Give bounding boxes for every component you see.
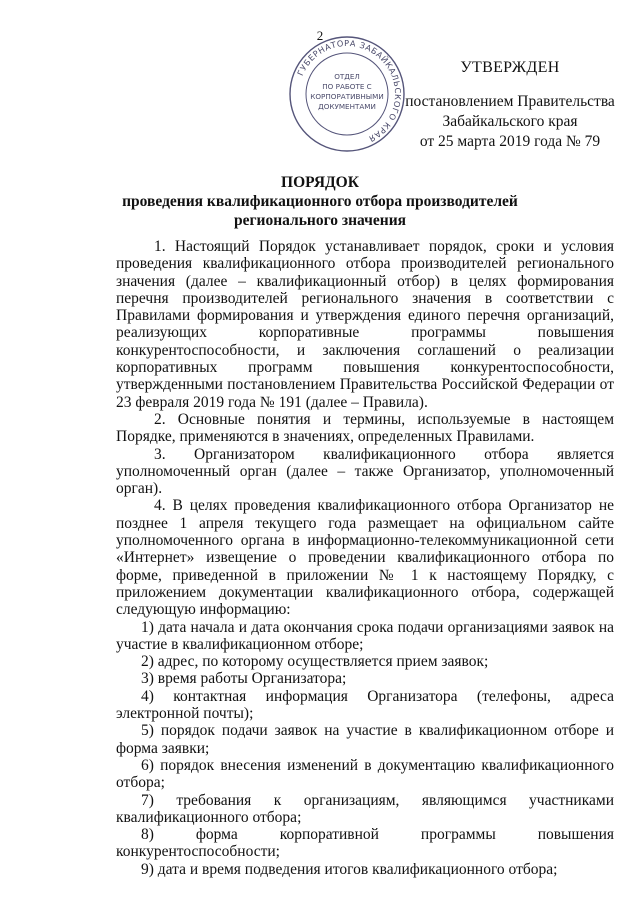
paragraph-1: 1. Настоящий Порядок устанавливает порядок, сроки и условия проведения квалификационного отбора производителей регионального значения (далее – квалификационный отбор) в целях формирования перечня производителей регионального значения в соответствии с Правилами формирования и утверждения единого перечня организаций, реализующих корпоративные программы повышения конкурентоспособности, и заключения соглашений о реализации корпоративных программ повышения конкурентоспособности, утвержденными постановлением Правительства Российской Федерации от 23 февраля 2019 года № 191 (далее – Правила). — [116, 238, 614, 411]
list-item: 3) время работы Организатора; — [141, 670, 347, 688]
list-item: 9) дата и время подведения итогов квалификационного отбора; — [141, 860, 558, 878]
list-item: 4) контактная информация Организатора (телефоны, адреса электронной почты); — [116, 687, 614, 723]
paragraph-4: 4. В целях проведения квалификационного отбора Организатор не позднее 1 апреля текущего года размещает на официальном сайте уполномоченного органа в информационно-телекоммуникационной сети «Интернет» извещение о проведении квалификационного отбора по форме, приведенной в приложении № 1 к настоящему Порядку, с приложением документации квалификационного отбора, содержащей следующую информацию: — [116, 497, 614, 619]
info-list — [116, 619, 614, 878]
svg-text:ДОКУМЕНТАМИ: ДОКУМЕНТАМИ — [318, 102, 376, 111]
svg-text:ПО РАБОТЕ С: ПО РАБОТЕ С — [322, 82, 372, 91]
svg-text:ГУБЕРНАТОРА ЗАБАЙКАЛЬСКОГО КРА: ГУБЕРНАТОРА ЗАБАЙКАЛЬСКОГО КРАЯ — [295, 37, 404, 145]
official-stamp-seal — [286, 33, 408, 155]
svg-text:КОРПОРАТИВНЫМИ: КОРПОРАТИВНЫМИ — [310, 92, 384, 101]
title-subtitle-2: регионального значения — [233, 212, 407, 229]
title-main: ПОРЯДОК — [281, 174, 359, 191]
approval-line-2: Забайкальского края — [442, 113, 578, 130]
list-item: 5) порядок подачи заявок на участие в квалификационном отборе и форма заявки; — [116, 722, 614, 757]
list-item: 1) дата начала и дата окончания срока подачи организациями заявок на участие в квалификационном отборе; — [116, 618, 614, 653]
approval-line-1: постановлением Правительства — [405, 93, 615, 110]
paragraph-2: 2. Основные понятия и термины, используемые в настоящем Порядке, применяются в значениях, определенных Правилами. — [116, 410, 614, 446]
approval-heading: УТВЕРЖДЕН — [460, 59, 560, 76]
approval-block — [400, 58, 620, 152]
paragraph-3: 3. Организатором квалификационного отбора является уполномоченный орган (далее – также Организатор, уполномоченный орган). — [116, 445, 614, 498]
list-item: 8) форма корпоративной программы повышения конкурентоспособности; — [116, 826, 614, 861]
document-title — [0, 173, 640, 230]
list-item: 2) адрес, по которому осуществляется прием заявок; — [141, 653, 489, 671]
document-body — [116, 238, 614, 878]
title-subtitle-1: проведения квалификационного отбора производителей — [122, 193, 518, 210]
svg-text:ОТДЕЛ: ОТДЕЛ — [334, 72, 360, 81]
list-item: 6) порядок внесения изменений в документацию квалификационного отбора; — [116, 756, 614, 792]
approval-line-3: от 25 марта 2019 года № 79 — [419, 133, 601, 150]
page-number: 2 — [316, 28, 324, 43]
list-item: 7) требования к организациям, являющимся участниками квалификационного отбора; — [116, 791, 614, 826]
